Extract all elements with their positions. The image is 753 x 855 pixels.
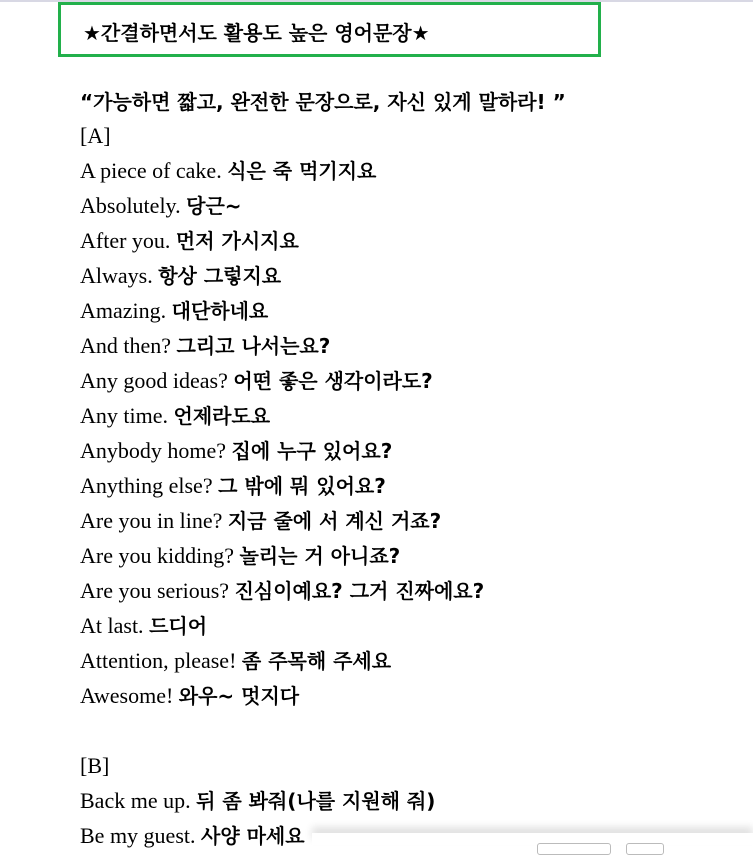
phrase-line [80, 748, 484, 783]
korean-meaning: 식은 죽 먹기지요 [227, 159, 377, 183]
english-phrase: Are you serious? [80, 578, 235, 603]
english-phrase: Back me up. [80, 788, 197, 813]
english-phrase: Anything else? [80, 473, 219, 498]
phrase-line [80, 608, 484, 643]
phrase-line [80, 153, 484, 188]
phrase-line [80, 398, 484, 433]
korean-meaning: 언제라도요 [173, 404, 271, 428]
english-phrase: Absolutely. [80, 193, 187, 218]
phrase-line [80, 573, 484, 608]
korean-meaning: 놀리는 거 아니죠? [239, 544, 401, 568]
phrase-line [80, 188, 484, 223]
phrase-list [80, 118, 484, 853]
korean-meaning: 사양 마세요 [201, 824, 305, 848]
english-phrase: And then? [80, 333, 177, 358]
phrase-line [80, 293, 484, 328]
korean-meaning: 와우~ 멋지다 [178, 684, 300, 708]
bottom-panel [312, 833, 753, 845]
english-phrase: At last. [80, 613, 150, 638]
phrase-line [80, 328, 484, 363]
phrase-line [80, 258, 484, 293]
title-box [58, 2, 601, 57]
phrase-line [80, 433, 484, 468]
korean-meaning: 항상 그렇지요 [158, 264, 282, 288]
english-phrase: A piece of cake. [80, 158, 228, 183]
phrase-line [80, 223, 484, 258]
korean-meaning: 지금 줄에 서 계신 거죠? [227, 509, 442, 533]
english-phrase: Any good ideas? [80, 368, 234, 393]
english-phrase: [A] [80, 123, 111, 148]
korean-meaning: 드디어 [149, 614, 208, 638]
english-phrase: [B] [80, 753, 110, 778]
korean-meaning: 진심이예요? 그거 진짜에요? [234, 579, 485, 603]
english-phrase: Anybody home? [80, 438, 232, 463]
phrase-line [80, 678, 484, 713]
english-phrase: Awesome! [80, 683, 179, 708]
korean-meaning: 어떤 좋은 생각이라도? [233, 369, 433, 393]
english-phrase: Any time. [80, 403, 174, 428]
english-phrase: Are you in line? [80, 508, 228, 533]
english-phrase: Amazing. [80, 298, 172, 323]
english-phrase: After you. [80, 228, 176, 253]
phrase-line [80, 363, 484, 398]
phrase-line [80, 118, 484, 153]
korean-meaning: 그 밖에 뭐 있어요? [218, 474, 386, 498]
korean-meaning: 당근~ [186, 194, 242, 218]
phrase-line [80, 643, 484, 678]
phrase-line [80, 713, 484, 748]
korean-meaning: 집에 누구 있어요? [231, 439, 393, 463]
document-title: ★간결하면서도 활용도 높은 영어문장★ [83, 21, 430, 45]
korean-meaning: 먼저 가시지요 [175, 229, 299, 253]
phrase-line [80, 503, 484, 538]
korean-meaning: 대단하네요 [171, 299, 269, 323]
english-phrase: Are you kidding? [80, 543, 240, 568]
phrase-line [80, 468, 484, 503]
korean-meaning: 뒤 좀 봐줘(나를 지원해 줘) [196, 789, 436, 813]
korean-meaning: 그리고 나서는요? [176, 334, 331, 358]
english-phrase: Attention, please! [80, 648, 242, 673]
english-phrase: Always. [80, 263, 159, 288]
phrase-line [80, 783, 484, 818]
phrase-line [80, 538, 484, 573]
motto: “가능하면 짧고, 완전한 문장으로, 자신 있게 말하라! ” [80, 90, 566, 114]
korean-meaning: 좀 주목해 주세요 [241, 649, 392, 673]
english-phrase: Be my guest. [80, 823, 201, 848]
